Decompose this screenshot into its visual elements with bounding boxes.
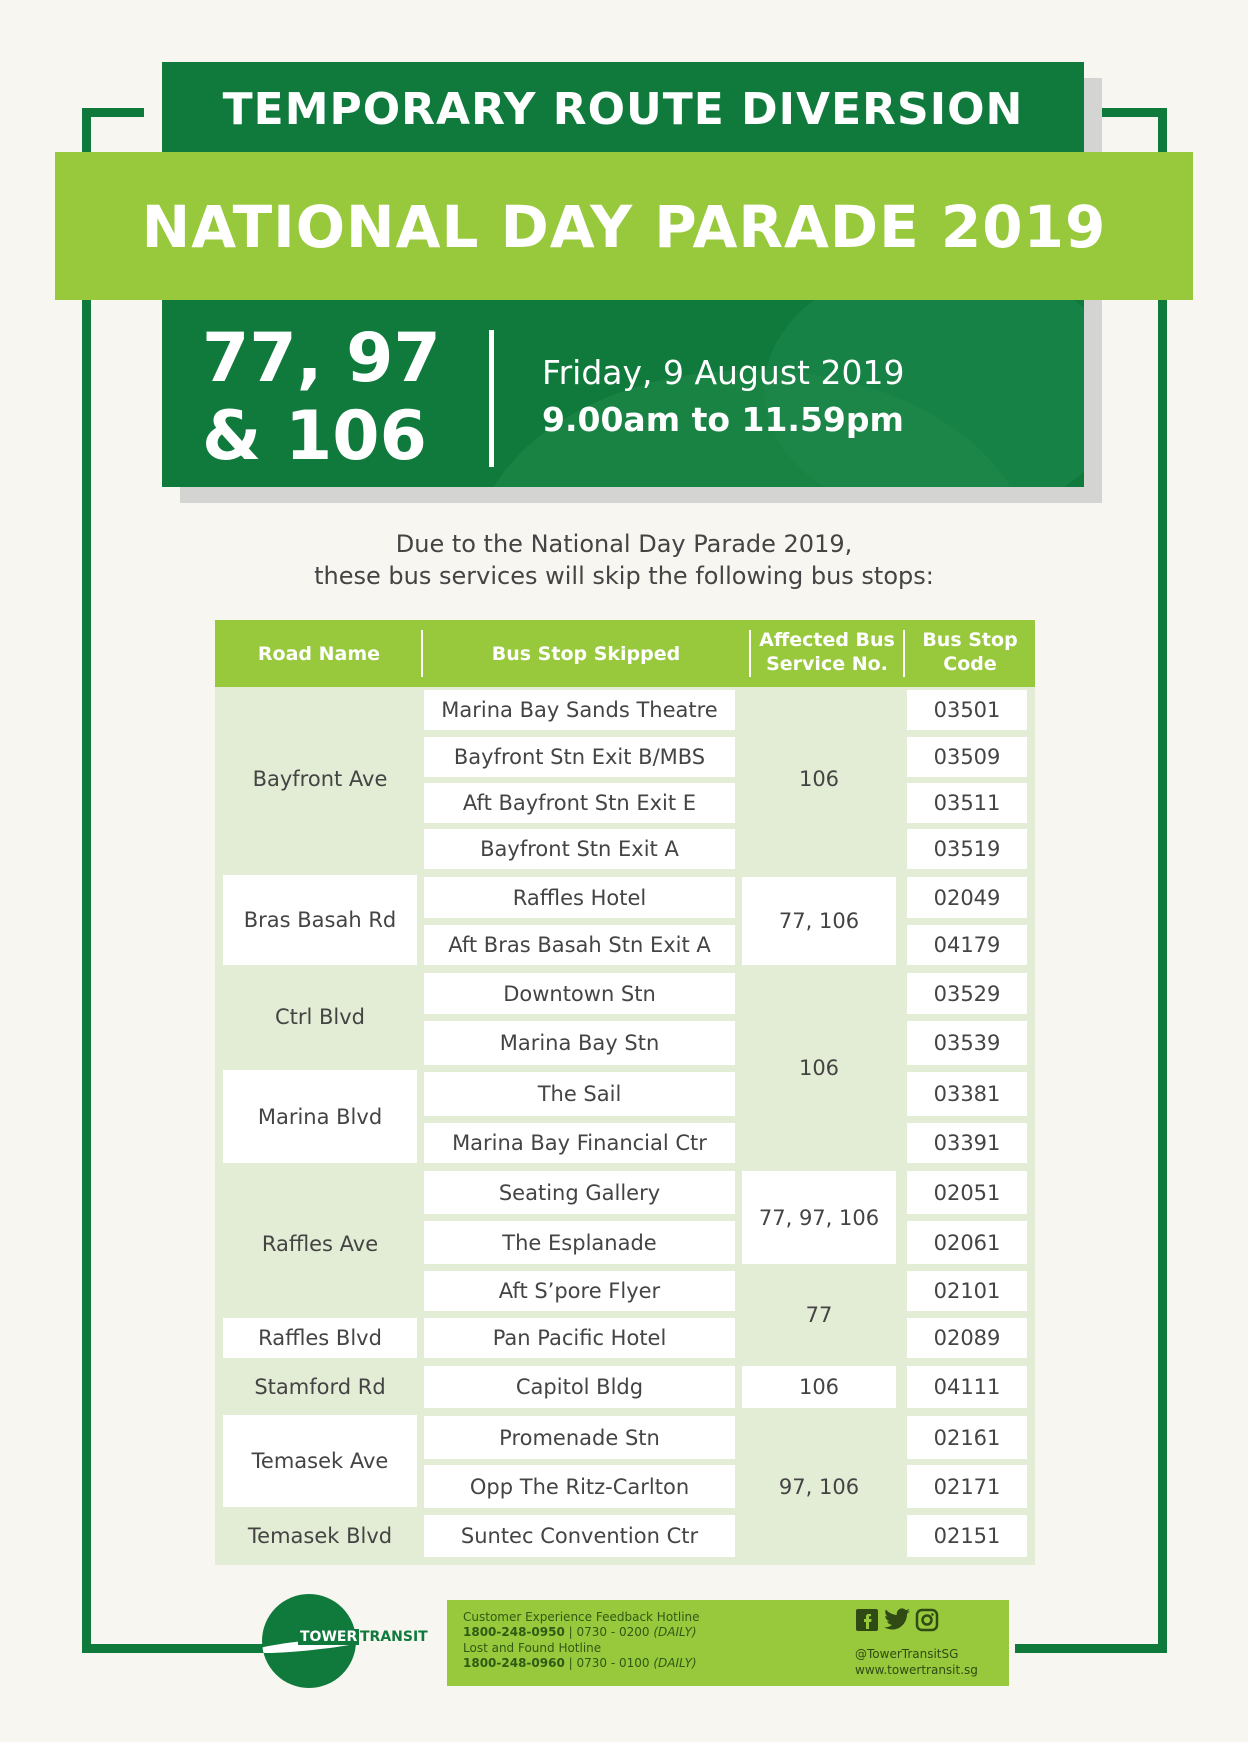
stop-code-cell: 02051 <box>907 1171 1027 1214</box>
diversion-time: 9.00am to 11.59pm <box>542 400 904 439</box>
social-handle[interactable]: @TowerTransitSG <box>855 1647 959 1661</box>
stop-code-cell: 03381 <box>907 1072 1027 1116</box>
bus-stop-cell: Aft Bayfront Stn Exit E <box>424 783 735 823</box>
header-service-no: Affected Bus Service No. <box>759 629 895 675</box>
contact-footer <box>447 1600 1009 1686</box>
stop-code-cell: 02171 <box>907 1465 1027 1508</box>
stop-code-cell: 03511 <box>907 783 1027 823</box>
stop-code-cell: 03501 <box>907 690 1027 730</box>
road-name-cell: Stamford Rd <box>254 1375 386 1399</box>
road-name-cell: Marina Blvd <box>223 1070 417 1163</box>
twitter-icon[interactable] <box>883 1608 911 1632</box>
service-cell: 77, 106 <box>742 877 896 965</box>
header-stop-code: Bus Stop Code <box>922 629 1018 675</box>
info-divider <box>489 330 494 467</box>
stop-code-cell: 03529 <box>907 973 1027 1014</box>
stop-code-cell: 03539 <box>907 1021 1027 1065</box>
frame-top-right-border <box>1100 108 1167 117</box>
frame-left-border <box>82 108 91 1653</box>
frame-bottom-right-border <box>1015 1644 1167 1653</box>
stop-code-cell: 04179 <box>907 925 1027 965</box>
road-name-cell: Temasek Blvd <box>247 1524 393 1548</box>
affected-routes <box>202 320 441 476</box>
road-name-cell: Ctrl Blvd <box>274 1005 366 1029</box>
stop-code-cell: 02049 <box>907 877 1027 918</box>
bus-stop-cell: Opp The Ritz-Carlton <box>424 1465 735 1508</box>
road-name-cell: Bras Basah Rd <box>223 875 417 965</box>
service-cell: 106 <box>798 767 840 791</box>
logo-text-transit: TRANSIT <box>360 1629 428 1645</box>
bus-stop-cell: Aft S’pore Flyer <box>424 1271 735 1311</box>
feedback-hotline-label: Customer Experience Feedback Hotline <box>463 1610 700 1624</box>
bus-stop-cell: Pan Pacific Hotel <box>424 1318 735 1358</box>
diversion-date: Friday, 9 August 2019 <box>542 353 905 392</box>
bus-stop-cell: Seating Gallery <box>424 1171 735 1214</box>
frame-right-border <box>1158 108 1167 1653</box>
bus-stop-cell: Bayfront Stn Exit B/MBS <box>424 737 735 777</box>
service-cell: 106 <box>798 1056 840 1080</box>
route-info-box <box>162 300 1084 487</box>
instagram-icon[interactable] <box>915 1608 939 1632</box>
road-name-cell: Raffles Ave <box>261 1232 379 1256</box>
stop-code-cell: 02161 <box>907 1416 1027 1459</box>
lost-found-label: Lost and Found Hotline <box>463 1641 602 1655</box>
routes-line1: 77, 97 <box>202 319 441 398</box>
road-name-cell: Bayfront Ave <box>252 767 388 791</box>
stop-code-cell: 03509 <box>907 737 1027 777</box>
stop-code-cell: 02151 <box>907 1515 1027 1557</box>
stop-code-cell: 02061 <box>907 1221 1027 1264</box>
bus-stop-cell: Capitol Bldg <box>424 1366 735 1408</box>
stop-code-cell: 02089 <box>907 1318 1027 1358</box>
logo-text-tower: TOWER <box>300 1629 358 1645</box>
feedback-hotline: 1800-248-0950 | 0730 - 0200 (DAILY) <box>463 1625 697 1639</box>
service-cell: 106 <box>742 1366 896 1408</box>
header-bus-stop: Bus Stop Skipped <box>491 643 681 665</box>
bus-stop-cell: Marina Bay Stn <box>424 1021 735 1065</box>
top-title: TEMPORARY ROUTE DIVERSION <box>162 62 1084 152</box>
bus-stop-cell: Downtown Stn <box>424 973 735 1014</box>
routes-line2: & 106 <box>202 397 427 476</box>
bus-stop-cell: Marina Bay Financial Ctr <box>424 1123 735 1163</box>
bus-stop-cell: Promenade Stn <box>424 1416 735 1459</box>
service-cell: 77, 97, 106 <box>742 1171 896 1264</box>
road-name-cell: Raffles Blvd <box>223 1318 417 1358</box>
lost-found-hotline: 1800-248-0960 | 0730 - 0100 (DAILY) <box>463 1656 697 1670</box>
bus-stop-cell: The Esplanade <box>424 1221 735 1264</box>
stop-code-cell: 03519 <box>907 829 1027 869</box>
bus-stop-cell: Aft Bras Basah Stn Exit A <box>424 925 735 965</box>
header-road-name: Road Name <box>257 643 381 665</box>
stop-code-cell: 03391 <box>907 1123 1027 1163</box>
service-cell: 97, 106 <box>778 1475 860 1499</box>
stop-code-cell: 02101 <box>907 1271 1027 1311</box>
service-cell: 77 <box>805 1302 833 1327</box>
bus-stop-cell: Raffles Hotel <box>424 877 735 918</box>
frame-top-left-border <box>82 108 144 117</box>
stop-code-cell: 04111 <box>907 1366 1027 1408</box>
intro-line2: these bus services will skip the following bus stops: <box>314 562 934 590</box>
bus-stop-cell: The Sail <box>424 1072 735 1116</box>
intro-line1: Due to the National Day Parade 2019, <box>395 530 853 558</box>
website-link[interactable]: www.towertransit.sg <box>855 1663 978 1677</box>
frame-bottom-left-border <box>82 1644 272 1653</box>
road-name-cell: Temasek Ave <box>223 1415 417 1507</box>
bus-stop-cell: Suntec Convention Ctr <box>424 1515 735 1557</box>
bus-stop-cell: Bayfront Stn Exit A <box>424 829 735 869</box>
bus-stop-cell: Marina Bay Sands Theatre <box>424 690 735 730</box>
facebook-icon[interactable] <box>855 1608 879 1632</box>
event-title: NATIONAL DAY PARADE 2019 <box>55 152 1193 300</box>
